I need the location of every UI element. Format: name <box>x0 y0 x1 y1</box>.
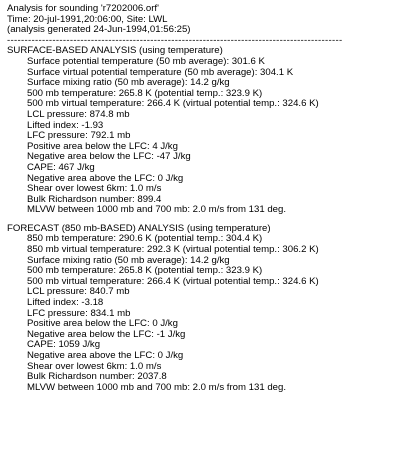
forecast-line: LFC pressure: 834.1 mb <box>27 308 131 319</box>
forecast-line: Positive area below the LFC: 0 J/kg <box>27 319 178 330</box>
surface-line: Surface mixing ratio (50 mb average): 14.2 g/kg <box>27 78 230 89</box>
analysis-report <box>7 4 415 393</box>
forecast-line: Bulk Richardson number: 2037.8 <box>27 372 167 383</box>
surface-line: Surface virtual potential temperature (50 mb average): 304.1 K <box>27 67 294 78</box>
surface-analysis-list <box>7 57 415 216</box>
forecast-line: CAPE: 1059 J/kg <box>27 340 101 351</box>
surface-line: 500 mb virtual temperature: 266.4 K (virtual potential temp.: 324.6 K) <box>27 99 319 110</box>
forecast-line: 500 mb temperature: 265.8 K (potential temp.: 323.9 K) <box>27 266 263 277</box>
header-generated: (analysis generated 24-Jun-1994,01:56:25) <box>7 25 191 36</box>
forecast-line: Lifted index: -3.18 <box>27 298 104 309</box>
forecast-line: 850 mb virtual temperature: 292.3 K (virtual potential temp.: 306.2 K) <box>27 245 319 256</box>
surface-line: 500 mb temperature: 265.8 K (potential temp.: 323.9 K) <box>27 88 263 99</box>
surface-line: CAPE: 467 J/kg <box>27 162 95 173</box>
forecast-line: LCL pressure: 840.7 mb <box>27 287 130 298</box>
forecast-analysis-title: FORECAST (850 mb-BASED) ANALYSIS (using temperature) <box>7 222 271 234</box>
forecast-line: 500 mb virtual temperature: 266.4 K (virtual potential temp.: 324.6 K) <box>27 276 319 287</box>
forecast-line: 850 mb temperature: 290.6 K (potential temp.: 304.4 K) <box>27 234 263 245</box>
surface-line: Positive area below the LFC: 4 J/kg <box>27 141 178 152</box>
surface-line: MLVW between 1000 mb and 700 mb: 2.0 m/s from 131 deg. <box>27 205 286 216</box>
header-time-site: Time: 20-jul-1991,20:06:00, Site: LWL <box>7 14 168 25</box>
forecast-line: Negative area above the LFC: 0 J/kg <box>27 351 184 361</box>
header-sounding-name: Analysis for sounding 'r7202006.orf' <box>7 4 159 14</box>
forecast-line: Shear over lowest 6km: 1.0 m/s <box>27 361 162 372</box>
surface-line: Shear over lowest 6km: 1.0 m/s <box>27 184 162 195</box>
surface-line: LFC pressure: 792.1 mb <box>27 131 131 142</box>
forecast-line: MLVW between 1000 mb and 700 mb: 2.0 m/s from 131 deg. <box>27 382 286 393</box>
surface-line: Bulk Richardson number: 899.4 <box>27 194 162 205</box>
forecast-analysis-list <box>7 234 415 393</box>
surface-line: LCL pressure: 874.8 mb <box>27 109 130 120</box>
surface-line: Negative area below the LFC: -47 J/kg <box>27 152 191 163</box>
forecast-line: Surface mixing ratio (50 mb average): 14.2 g/kg <box>27 255 230 266</box>
surface-line: Surface potential temperature (50 mb average): 301.6 K <box>27 56 265 67</box>
surface-analysis-title: SURFACE-BASED ANALYSIS (using temperature) <box>7 45 223 57</box>
header-separator: ------------------------------------------------------------------------------------------------ <box>7 35 343 46</box>
surface-line: Lifted index: -1.93 <box>27 120 104 131</box>
surface-line: Negative area above the LFC: 0 J/kg <box>27 173 184 184</box>
forecast-line: Negative area below the LFC: -1 J/kg <box>27 329 186 340</box>
